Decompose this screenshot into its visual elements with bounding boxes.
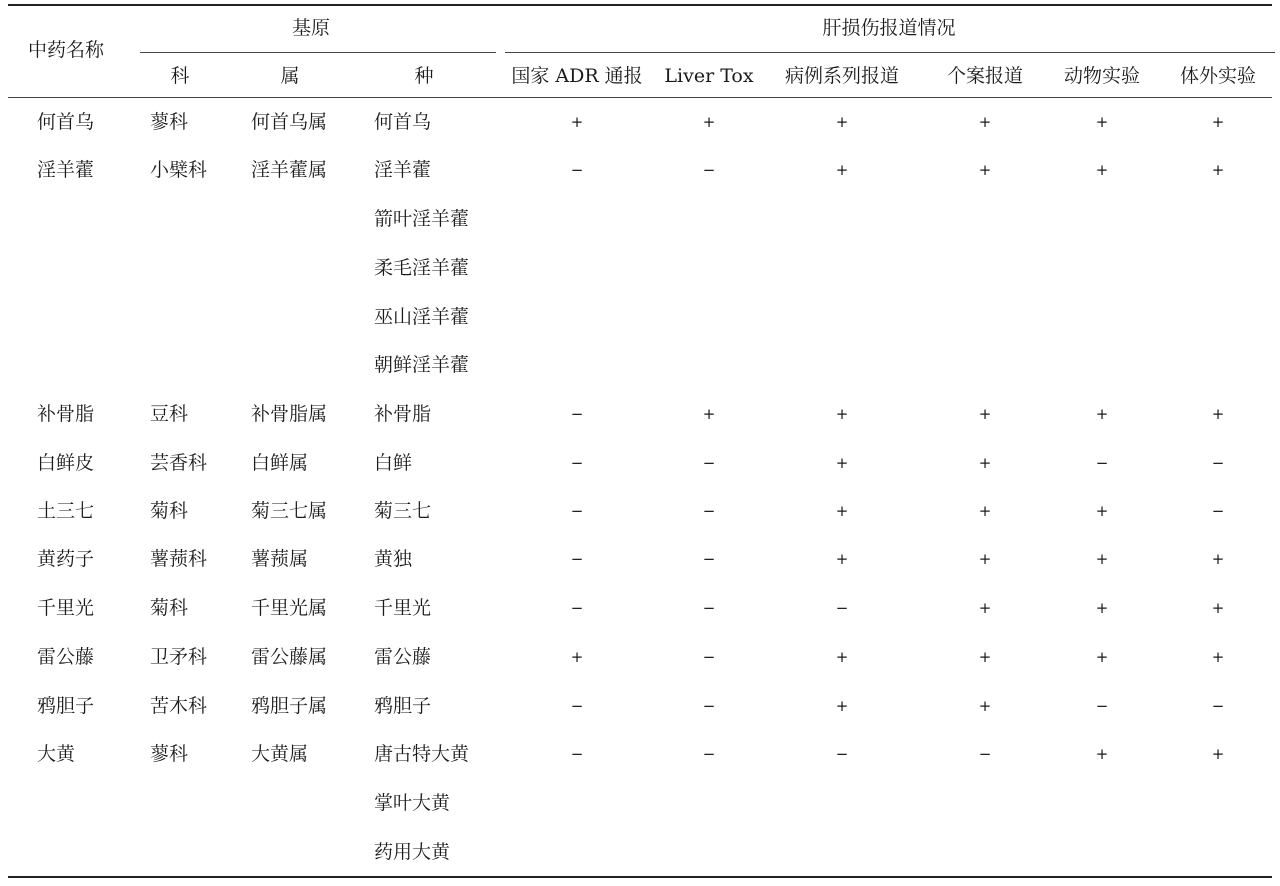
row-mark: +: [702, 113, 716, 131]
row-mark: +: [1095, 502, 1109, 520]
row-mark: +: [1211, 161, 1225, 179]
row-mark: −: [570, 697, 584, 715]
header-species: 种: [414, 65, 434, 87]
row-mark: −: [835, 599, 849, 617]
row-mark: +: [1211, 648, 1225, 666]
header-report-col: Liver Tox: [664, 65, 754, 87]
header-report-col: 体外实验: [1179, 65, 1257, 87]
header-report-group: 肝损伤报道情况: [822, 17, 956, 39]
header-family: 科: [170, 65, 190, 87]
row-name: 黄药子: [37, 548, 95, 570]
row-species: 淫羊藿: [374, 159, 432, 181]
row-mark: +: [978, 502, 992, 520]
row-mark: +: [1095, 161, 1109, 179]
row-mark: −: [702, 502, 716, 520]
row-mark: +: [1211, 405, 1225, 423]
row-mark: −: [702, 697, 716, 715]
row-family: 卫矛科: [150, 646, 208, 668]
row-mark: +: [1095, 405, 1109, 423]
row-mark: +: [1095, 745, 1109, 763]
row-mark: +: [702, 405, 716, 423]
row-family: 芸香科: [150, 452, 208, 474]
row-species: 黄独: [374, 548, 413, 570]
row-family: 菊科: [150, 597, 189, 619]
row-mark: −: [570, 502, 584, 520]
header-genus: 属: [280, 65, 300, 87]
header-report-col: 国家 ADR 通报: [511, 65, 643, 87]
row-mark: −: [702, 550, 716, 568]
row-mark: −: [835, 745, 849, 763]
row-species: 掌叶大黄: [374, 792, 451, 814]
row-mark: −: [702, 454, 716, 472]
row-genus: 白鲜属: [251, 452, 309, 474]
row-mark: +: [978, 648, 992, 666]
row-mark: −: [1211, 454, 1225, 472]
row-species: 千里光: [374, 597, 432, 619]
row-mark: −: [702, 599, 716, 617]
row-name: 淫羊藿: [37, 159, 95, 181]
row-name: 土三七: [37, 500, 95, 522]
report-group-rule: [505, 52, 1275, 53]
row-mark: +: [1211, 745, 1225, 763]
row-mark: +: [835, 405, 849, 423]
row-mark: −: [1211, 697, 1225, 715]
row-mark: +: [570, 113, 584, 131]
row-species: 补骨脂: [374, 403, 432, 425]
row-genus: 雷公藤属: [251, 646, 328, 668]
header-name-col: 中药名称: [28, 39, 105, 61]
row-name: 补骨脂: [37, 403, 95, 425]
row-mark: +: [978, 697, 992, 715]
row-mark: −: [1095, 454, 1109, 472]
row-genus: 淫羊藿属: [251, 159, 328, 181]
row-name: 鸦胆子: [37, 695, 95, 717]
row-mark: +: [978, 113, 992, 131]
row-genus: 千里光属: [251, 597, 328, 619]
header-report-col: 病例系列报道: [784, 65, 900, 87]
row-species: 唐古特大黄: [374, 743, 470, 765]
row-name: 雷公藤: [37, 646, 95, 668]
row-mark: −: [570, 599, 584, 617]
row-family: 菊科: [150, 500, 189, 522]
row-mark: +: [1211, 113, 1225, 131]
row-mark: −: [570, 405, 584, 423]
row-family: 薯蓣科: [150, 548, 208, 570]
row-mark: +: [835, 113, 849, 131]
row-mark: −: [570, 550, 584, 568]
row-mark: +: [570, 648, 584, 666]
row-species: 白鲜: [374, 452, 413, 474]
row-genus: 薯蓣属: [251, 548, 309, 570]
row-genus: 菊三七属: [251, 500, 328, 522]
row-mark: +: [835, 697, 849, 715]
row-species: 巫山淫羊藿: [374, 306, 470, 328]
row-mark: +: [978, 550, 992, 568]
row-species: 鸦胆子: [374, 695, 432, 717]
row-mark: −: [570, 745, 584, 763]
row-mark: −: [702, 745, 716, 763]
origin-group-rule: [140, 52, 496, 53]
row-family: 蓼科: [150, 743, 189, 765]
row-mark: −: [1095, 697, 1109, 715]
row-mark: +: [978, 599, 992, 617]
row-mark: −: [570, 161, 584, 179]
row-mark: +: [1211, 550, 1225, 568]
row-mark: −: [978, 745, 992, 763]
header-report-col: 动物实验: [1063, 65, 1141, 87]
row-mark: +: [1095, 113, 1109, 131]
row-mark: −: [1211, 502, 1225, 520]
row-mark: +: [1095, 648, 1109, 666]
row-mark: −: [702, 648, 716, 666]
row-mark: +: [835, 502, 849, 520]
row-species: 箭叶淫羊藿: [374, 208, 470, 230]
row-mark: −: [702, 161, 716, 179]
table-bottom-rule: [8, 876, 1272, 878]
row-species: 柔毛淫羊藿: [374, 257, 470, 279]
row-mark: +: [978, 161, 992, 179]
row-mark: +: [835, 454, 849, 472]
row-mark: +: [1095, 599, 1109, 617]
row-family: 苦木科: [150, 695, 208, 717]
row-genus: 补骨脂属: [251, 403, 328, 425]
row-mark: +: [978, 454, 992, 472]
header-report-col: 个案报道: [946, 65, 1024, 87]
row-genus: 鸦胆子属: [251, 695, 328, 717]
row-species: 雷公藤: [374, 646, 432, 668]
row-family: 蓼科: [150, 111, 189, 133]
row-mark: +: [1211, 599, 1225, 617]
row-species: 药用大黄: [374, 841, 451, 863]
row-name: 何首乌: [37, 111, 95, 133]
header-bottom-rule: [8, 97, 1272, 98]
row-genus: 何首乌属: [251, 111, 328, 133]
row-mark: +: [835, 161, 849, 179]
row-mark: +: [835, 550, 849, 568]
row-genus: 大黄属: [251, 743, 309, 765]
row-species: 何首乌: [374, 111, 432, 133]
row-species: 朝鲜淫羊藿: [374, 354, 470, 376]
row-species: 菊三七: [374, 500, 432, 522]
row-name: 大黄: [37, 743, 76, 765]
table-top-rule: [8, 4, 1272, 6]
row-name: 千里光: [37, 597, 95, 619]
row-family: 小檗科: [150, 159, 208, 181]
row-mark: +: [978, 405, 992, 423]
row-mark: −: [570, 454, 584, 472]
row-name: 白鲜皮: [37, 452, 95, 474]
row-family: 豆科: [150, 403, 189, 425]
row-mark: +: [835, 648, 849, 666]
row-mark: +: [1095, 550, 1109, 568]
header-origin-group: 基原: [291, 17, 331, 39]
